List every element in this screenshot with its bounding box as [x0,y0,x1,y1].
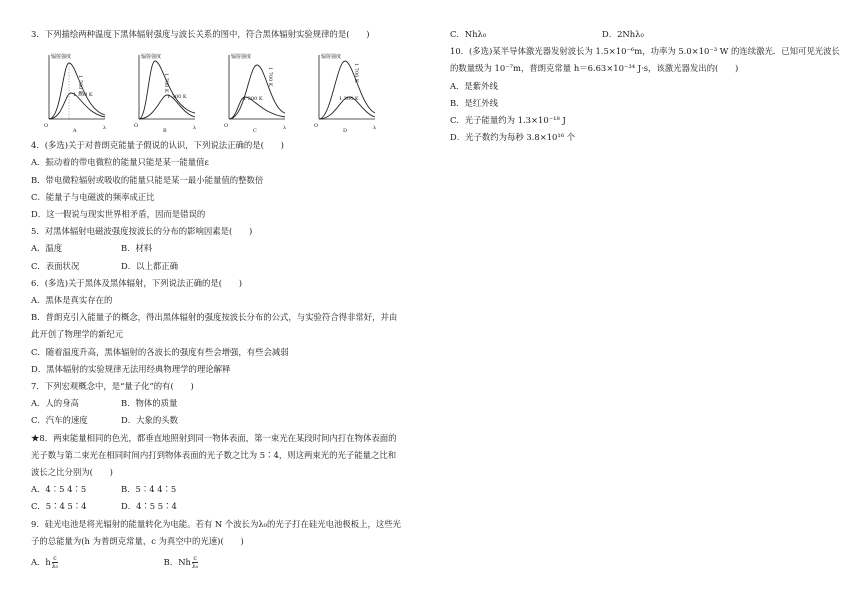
fraction-denominator: λ₀ [191,563,199,571]
question-8-option-a: A．4∶5 4∶5 [31,484,87,495]
question-6-option-b-line-1: B．普朗克引入能量子的概念，得出黑体辐射的强度按波长分布的公式，与实验符合得非常好，并由 [31,312,398,323]
figure-c-xlabel: λ [283,125,287,132]
question-10-option-d: D．光子数约为每秒 3.8×10¹⁶ 个 [450,132,576,143]
question-5: 5．对黑体辐射电磁波强度按波长的分布的影响因素是( ) [31,226,253,237]
fraction-numerator: c [193,555,197,563]
question-4: 4．(多选)关于对普朗克能量子假说的认识，下列说法正确的是( ) [31,140,284,151]
figure-d-letter: D [343,128,348,135]
figure-b-ylabel: 辐射强度 [141,54,162,61]
question-5-option-a: A．温度 [31,243,63,254]
question-5-option-b: B．材料 [121,243,153,254]
question-6: 6．(多选)关于黑体及黑体辐射，下列说法正确的是( ) [31,277,243,288]
figure-d-ylabel: 辐射强度 [321,54,342,61]
question-3: 3．下列描绘两种温度下黑体辐射强度与波长关系的图中，符合黑体辐射实验规律的是( ) [31,29,370,39]
question-7: 7．下列宏观概念中，是“量子化”的有( ) [31,381,194,392]
figure-c-origin: O [224,123,229,130]
question-9-option-a-prefix: A．h [31,557,51,568]
question-6-option-c: C．随着温度升高，黑体辐射的各波长的强度有些会增强，有些会减弱 [31,346,289,357]
question-10-line-1: 10．(多选)某半导体激光器发射波长为 1.5×10⁻⁶m，功率为 5.0×10⁻³ W 的连续激光．已知可见光波长 [450,46,840,57]
question-6-option-b-line-2: 此开创了物理学的新纪元 [31,329,124,340]
figure-a-cold-label: 1 300 K [73,92,93,99]
question-9-option-b-fraction [192,555,198,570]
figure-d-origin: O [314,123,319,130]
figure-b-letter: B [163,128,167,135]
question-9-line-2: 子的总能量为(h 为普朗克常量，c 为真空中的光速)( ) [31,535,244,546]
question-8-option-d: D．4∶5 5∶4 [121,501,177,512]
figure-c-cold-label: 1 300 K [243,96,263,103]
figure-a-hot-label: 1 700 K [77,75,84,95]
question-9-option-d: D．2Nhλ₀ [602,29,644,39]
question-8-line-1: ★8．两束能量相同的色光，都垂直地照射到同一物体表面，第一束光在某段时间内打在物体表面的 [31,432,397,443]
figure-d [313,51,379,135]
question-8-line-2: 光子数与第二束光在相同时间内打到物体表面的光子数之比为 5∶4，则这两束光的光子能量之比和 [31,449,397,460]
figure-b-hot-label: 1 700 K [163,73,170,93]
figure-d-cold-label: 1 300 K [339,96,359,103]
figure-b [133,51,199,135]
question-7-option-b: B．物体的质量 [121,398,178,409]
question-9-option-b-prefix: B．Nh [163,557,191,568]
question-5-option-c: C．表面状况 [31,260,80,271]
figure-b-origin: O [134,123,139,130]
question-9-line-1: 9．硅光电池是将光辐射的能量转化为电能。若有 N 个波长为λ₀的光子打在硅光电池极板上，这些光 [31,518,402,529]
question-7-options-row-1 [31,395,421,412]
left-column [31,26,421,571]
question-5-options-row-2 [31,258,421,275]
figure-c [223,51,289,135]
question-9-option-a [31,554,161,571]
question-10-option-a: A．是紫外线 [450,80,498,91]
figure-c-ylabel: 辐射强度 [231,54,252,61]
figure-b-xlabel: λ [193,125,197,132]
right-column [450,26,840,146]
question-9-option-c: C．Nhλ₀ [450,29,487,39]
question-4-option-c: C．能量子与电磁波的频率成正比 [31,191,155,202]
question-5-option-d: D．以上都正确 [121,260,178,271]
figure-b-cold-label: 1 300 K [167,94,187,101]
question-9-option-b [163,555,199,571]
question-8-option-c: C．5∶4 5∶4 [31,501,87,512]
figure-d-xlabel: λ [373,125,377,132]
question-10-option-c: C．光子能量约为 1.3×10⁻¹⁸ J [450,115,566,126]
question-8-options-row-2 [31,498,421,515]
question-6-option-d: D．黑体辐射的实验规律无法用经典物理学的理论解释 [31,363,231,374]
fraction-denominator: λ₀ [51,563,59,571]
question-8-line-3: 波长之比分别为( ) [31,467,113,478]
question-8-options-row-1 [31,481,421,498]
question-9-option-a-fraction [52,555,58,570]
fraction-numerator: c [53,555,57,563]
figure-a-xlabel: λ [103,125,107,132]
question-8-option-b: B．5∶4 4∶5 [121,484,177,495]
question-9-options-row-2 [450,26,830,43]
figure-a-origin: O [44,123,49,130]
question-3-figures [43,51,421,135]
figure-d-hot-label: 1 700 K [353,63,360,83]
question-7-option-a: A．人的身高 [31,398,79,409]
question-10-line-2: 的数量级为 10⁻⁷m，普朗克常量 h＝6.63×10⁻³⁴ J·s，该激光器发出的( ) [450,63,739,74]
figure-a-letter: A [73,128,77,135]
question-7-option-c: C．汽车的速度 [31,415,88,426]
question-9-options-row-1 [31,554,421,571]
question-6-option-a: A．黑体是真实存在的 [31,295,113,306]
figure-c-letter: C [253,128,257,135]
question-7-option-d: D．大象的头数 [121,415,178,426]
figure-a-ylabel: 辐射强度 [51,54,72,61]
question-7-options-row-2 [31,412,421,429]
question-5-options-row-1 [31,240,421,257]
figure-c-hot-label: 1 700 K [267,67,274,87]
question-4-option-a: A．振动着的带电微粒的能量只能是某一能量值ε [31,157,209,168]
question-10-option-b: B．是红外线 [450,97,499,108]
question-4-option-d: D．这一假说与现实世界相矛盾，因而是错误的 [31,209,206,220]
figure-a [43,51,109,135]
question-4-option-b: B．带电微粒辐射或吸收的能量只能是某一最小能量值的整数倍 [31,174,264,185]
